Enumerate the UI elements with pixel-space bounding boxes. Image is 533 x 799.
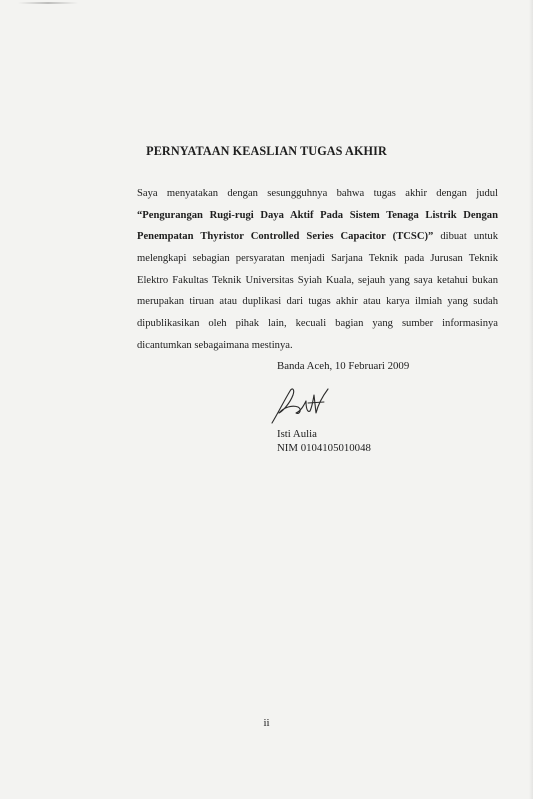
thesis-title-end: Penempatan Thyristor Controlled Series Capacitor (TCSC)” — [137, 231, 434, 243]
paragraph-fragment: dibuat untuk — [440, 231, 498, 243]
paragraph-line: dipublikasikan oleh pihak lain, kecuali bagian yang sumber informasinya — [137, 318, 498, 330]
signer-name: Isti Aulia — [277, 428, 317, 440]
paragraph-line: Elektro Fakultas Teknik Universitas Syiah Kuala, sejauh yang saya ketahui bukan — [137, 274, 498, 286]
statement-paragraph — [137, 183, 498, 357]
place-date: Banda Aceh, 10 Februari 2009 — [277, 360, 410, 372]
signer-nim: NIM 0104105010048 — [277, 442, 371, 454]
thesis-title-line: “Pengurangan Rugi-rugi Daya Aktif Pada Sistem Tenaga Listrik Dengan — [137, 209, 498, 221]
handwritten-signature — [268, 383, 334, 427]
thesis-title-line — [137, 226, 498, 248]
paragraph-line: merupakan tiruan atau duplikasi dari tugas akhir atau karya ilmiah yang sudah — [137, 296, 498, 308]
scan-artifact — [18, 2, 78, 4]
page-number: ii — [263, 717, 270, 729]
paragraph-line: Saya menyatakan dengan sesungguhnya bahwa tugas akhir dengan judul — [137, 188, 498, 199]
paragraph-line: melengkapi sebagian persyaratan menjadi Sarjana Teknik pada Jurusan Teknik — [137, 253, 498, 265]
page-edge — [529, 0, 533, 799]
page-title: PERNYATAAN KEASLIAN TUGAS AKHIR — [146, 144, 387, 158]
signer-block — [277, 427, 371, 455]
paragraph-line-last: dicantumkan sebagaimana mestinya. — [137, 339, 293, 351]
